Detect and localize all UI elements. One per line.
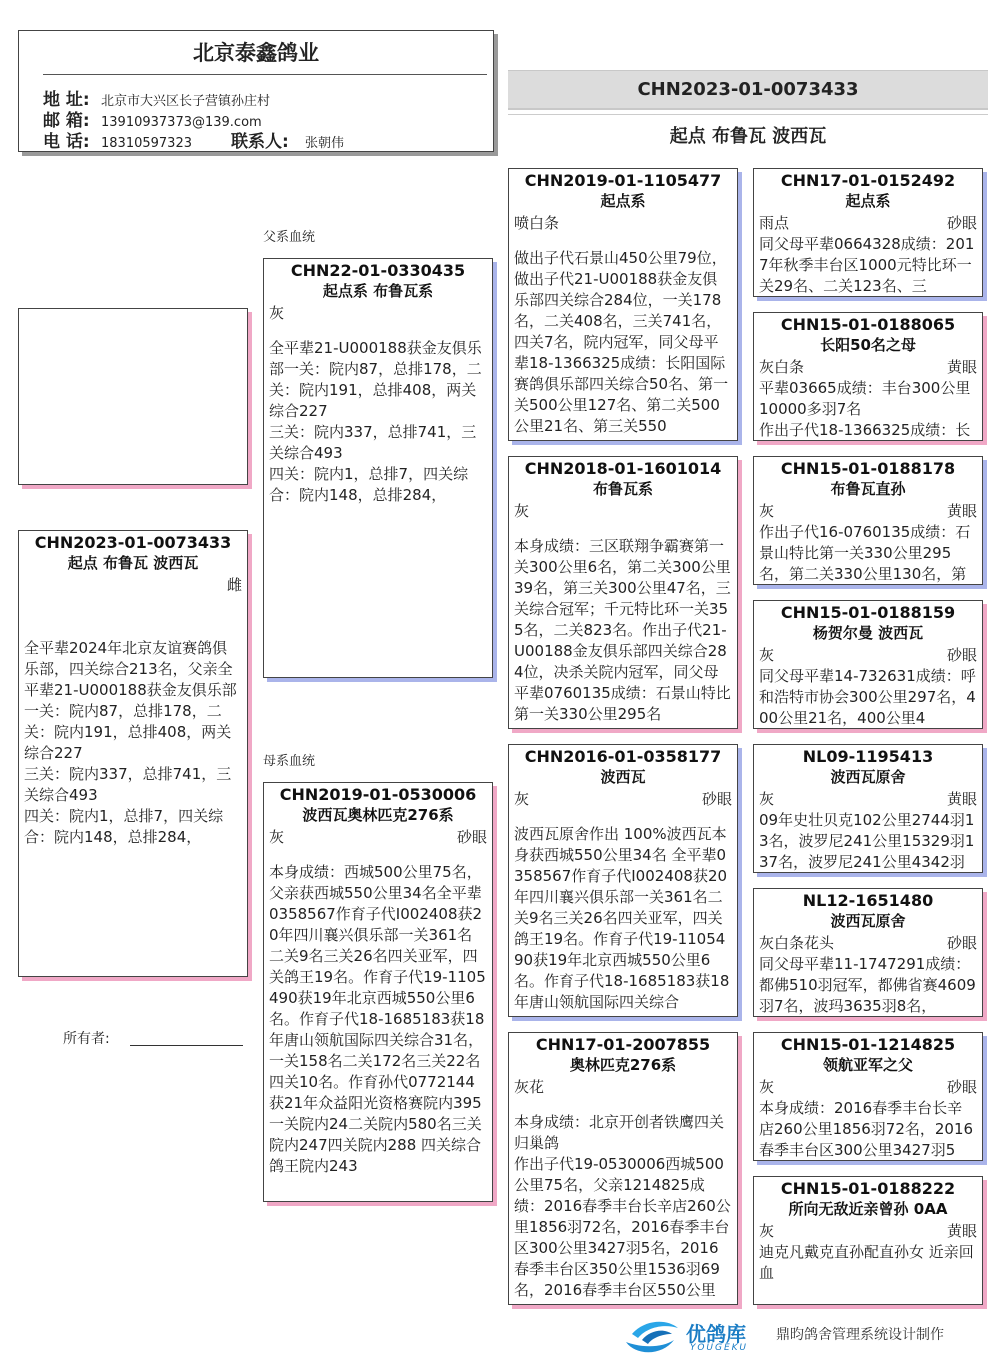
great-grandparent-card [753,456,983,585]
gp-color: 喷白条 [514,214,560,232]
logo-subtext: YOUGEKU [690,1343,749,1353]
ggp-ring: CHN15-01-0188065 [780,315,956,334]
gp-color: 灰 [514,502,530,520]
contact-label: 联系人: [231,132,289,152]
sire-card [263,258,493,678]
ggp-eye: 黄眼 [946,358,977,376]
grandsire-maternal-card [508,744,738,1017]
sire-line-label: 父系血统 [263,230,316,245]
ggp-color-row [754,788,982,810]
ggp-eye: 砂眼 [946,646,977,664]
contact-value: 张朝伟 [305,136,345,151]
gp-ring: CHN2018-01-1601014 [524,459,722,478]
ggp-color-row [754,932,982,954]
granddam-paternal-card [508,456,738,729]
gp-eye: 砂眼 [701,790,732,808]
gp-ring: CHN2019-01-1105477 [524,171,722,190]
subject-ring: CHN2023-01-0073433 [34,533,232,552]
ggp-desc: 同父母平辈11-1747291成绩：都佛510羽冠军，都佛省赛4609羽7名，波玛3635羽8名， [759,955,976,1015]
ggp-name: 布鲁瓦直孙 [830,480,906,498]
dam-ring: CHN2019-01-0530006 [279,785,477,804]
sire-name: 起点系 布鲁瓦系 [322,282,434,300]
gp-desc: 做出子代石景山450公里79位，做出子代21-U00188获金友俱乐部四关综合284位，一关178名，二关408名，三关741名，四关7名，院内冠军，同父母平辈18-1366325成绩：长阳国际赛鸽俱乐部四关综合50名、第一关500公里127名、第二关500公里21名、第三关550 [514,249,729,435]
gp-color-row [509,500,737,522]
ggp-ring: CHN15-01-0188159 [780,603,956,622]
ggp-color: 灰白条 [759,358,805,376]
dam-color: 灰 [269,828,285,846]
ggp-desc: 作出子代16-0760135成绩：石景山特比第一关330公里295名，第二关330公里130名，第 [759,523,971,583]
gp-name: 起点系 [600,192,646,210]
logo-text: 优鸽库 [686,1322,746,1346]
email-value: 13910937373@139.com [101,115,262,130]
gp-name: 奥林匹克276系 [569,1056,677,1074]
email-label: 邮 箱: [43,111,90,131]
ggp-name: 波西瓦原舍 [830,768,906,786]
ggp-name: 杨贺尔曼 波西瓦 [812,624,924,642]
ggp-color-row [754,644,982,666]
loft-info-card [18,30,494,152]
ggp-color-row [754,500,982,522]
ggp-color: 灰白条花头 [759,934,835,952]
ggp-eye: 砂眼 [946,1078,977,1096]
gp-color-row [509,212,737,234]
ggp-name: 领航亚军之父 [822,1056,913,1074]
ggp-ring: NL09-1195413 [802,747,934,766]
subject-name: 起点 布鲁瓦 波西瓦 [67,554,199,572]
gp-ring: CHN2016-01-0358177 [524,747,722,766]
ggp-desc: 同父母平辈0664328成绩：2017年秋季丰台区1000元特比环一关29名、二关123名、三 [759,235,975,295]
ggp-name: 长阳50名之母 [820,336,916,354]
ggp-ring: CHN17-01-0152492 [780,171,956,190]
great-grandparent-card [753,744,983,873]
ggp-eye: 砂眼 [946,214,977,232]
gp-color-row [509,1076,737,1098]
divider [508,114,988,115]
address-value: 北京市大兴区长子营镇孙庄村 [101,94,271,109]
sire-ring: CHN22-01-0330435 [290,261,466,280]
ggp-desc: 本身成绩：2016春季丰台长辛店260公里1856羽72名，2016春季丰台区300公里3427羽5 [759,1099,974,1159]
owner-label: 所有者: [63,1031,110,1047]
dam-line-label: 母系血统 [263,754,316,769]
great-grandparent-card [753,168,983,297]
ggp-color-row [754,356,982,378]
gp-desc: 波西瓦原舍作出 100%波西瓦本身获西城550公里34名 全平辈0358567作育子代I002408获20年四川襄兴俱乐部一关361名二关9名三关26名四关亚军，四关鸽王19名。作育子代19-1105490获19年北京西城550公里6名。作育子代18-1685183获18年唐山领航国际四关综合 [514,825,730,1011]
credit-text: 鼎昀鸽舍管理系统设计制作 [776,1327,944,1343]
subject-sex: 雌 [226,576,242,594]
owner-underline [130,1045,243,1046]
ggp-eye: 黄眼 [946,1222,977,1240]
ggp-desc: 同父母平辈14-732631成绩：呼和浩特市协会300公里297名，400公里21名，400公里4 [759,667,976,727]
ggp-color: 灰 [759,790,775,808]
subject-sex-row [19,574,247,596]
ggp-ring: CHN15-01-1214825 [780,1035,956,1054]
ggp-eye: 砂眼 [946,934,977,952]
ggp-desc: 09年史壮贝克102公里2744羽13名，波罗尼241公里15329羽137名，波罗尼241公里4342羽 [759,811,975,871]
great-grandparent-card [753,1032,983,1161]
great-grandparent-card [753,312,983,441]
dam-color-row [264,826,492,848]
ggp-name: 波西瓦原舍 [830,912,906,930]
loft-name: 北京泰鑫鸽业 [193,41,319,65]
great-grandparent-card [753,888,983,1017]
subject-desc: 全平辈2024年北京友谊赛鸽俱乐部，四关综合213名，父亲全平辈21-U000188获金友俱乐部一关：院内87，总排178，二关：院内191，总排408，两关综合227 三关：院内337，总排741，三关综合493 四关：院内1，总排7，四关综合：院内148，总排284， [24,639,237,846]
dam-eye: 砂眼 [456,828,487,846]
gp-color: 灰 [514,790,530,808]
granddam-maternal-card [508,1032,738,1305]
sire-color: 灰 [269,304,285,322]
phone-row [43,127,344,152]
phone-label: 电 话: [43,132,90,152]
ggp-desc: 迪克凡戴克直孙配直孙女 近亲回血 [759,1243,974,1282]
ggp-eye: 黄眼 [946,790,977,808]
divider [43,74,487,75]
great-grandparent-card [753,1176,983,1305]
grandsire-paternal-card [508,168,738,441]
great-grandparent-card [753,600,983,729]
ggp-eye: 黄眼 [946,502,977,520]
ggp-name: 起点系 [845,192,891,210]
ggp-color-row [754,1076,982,1098]
dam-card [263,782,493,1202]
yougeku-logo-icon [622,1312,682,1356]
ggp-color-row [754,1220,982,1242]
sire-color-row [264,302,492,324]
subject-card [18,530,248,977]
gp-name: 布鲁瓦系 [592,480,653,498]
pedigree-title-name: 起点 布鲁瓦 波西瓦 [669,126,827,147]
photo-placeholder [18,308,248,485]
ggp-name: 所向无敌近亲曾孙 0AA [788,1200,948,1218]
address-label: 地 址: [43,90,90,110]
phone-value: 18310597323 [101,136,192,151]
ggp-ring: NL12-1651480 [802,891,934,910]
ggp-color: 灰 [759,502,775,520]
ggp-color: 雨点 [759,214,790,232]
ggp-color: 灰 [759,646,775,664]
gp-color-row [509,788,737,810]
gp-color: 灰花 [514,1078,545,1096]
ggp-color-row [754,212,982,234]
dam-name: 波西瓦奥林匹克276系 [302,806,454,824]
gp-name: 波西瓦 [600,768,646,786]
gp-ring: CHN17-01-2007855 [535,1035,711,1054]
ggp-ring: CHN15-01-0188222 [780,1179,956,1198]
dam-desc: 本身成绩：西城500公里75名，父亲获西城550公里34名全平辈0358567作育子代I002408获20年四川襄兴俱乐部一关361名二关9名三关26名四关亚军，四关鸽王19名。作育子代19-1105490获19年北京西城550公里6名。作育子代18-1685183获18年唐山领航国际四关综合31名，一关158名二关172名三关22名四关10名。作育孙代0772144获21年众益阳光资格赛院内395 一关院内24二关院内580名三关院内247四关院内288 四关综合鸽王院内243 [269,863,487,1175]
ggp-desc: 平辈03665成绩：丰台300公里10000多羽7名 作出子代18-1366325成绩：长 [759,379,971,439]
ggp-ring: CHN15-01-0188178 [780,459,956,478]
gp-desc: 本身成绩：三区联翔争霸赛第一关300公里6名，第二关300公里39名，第三关300公里47名，三关综合冠军；千元特比环一关355名，二关823名。作出子代21-U00188金友俱乐部四关综合284位，决杀关院内冠军，同父母平辈0760135成绩：石景山特比第一关330公里295名 [514,537,731,723]
gp-desc: 本身成绩：北京开创者铁鹰四关归巢鸽 作出子代19-0530006西城500公里75名，父亲1214825成绩：2016春季丰台长辛店260公里1856羽72名，2016春季丰台区300公里3427羽5名，2016春季丰台区350公里1536羽69名，2016春季丰台区550公里 [514,1113,731,1299]
ggp-color: 灰 [759,1078,775,1096]
ggp-color: 灰 [759,1222,775,1240]
pedigree-title-ring: CHN2023-01-0073433 [508,70,988,110]
sire-desc: 全平辈21-U000188获金友俱乐部一关：院内87，总排178，二关：院内191，总排408，两关综合227 三关：院内337，总排741，三关综合493 四关：院内1，总排7，四关综合：院内148，总排284， [269,339,482,504]
